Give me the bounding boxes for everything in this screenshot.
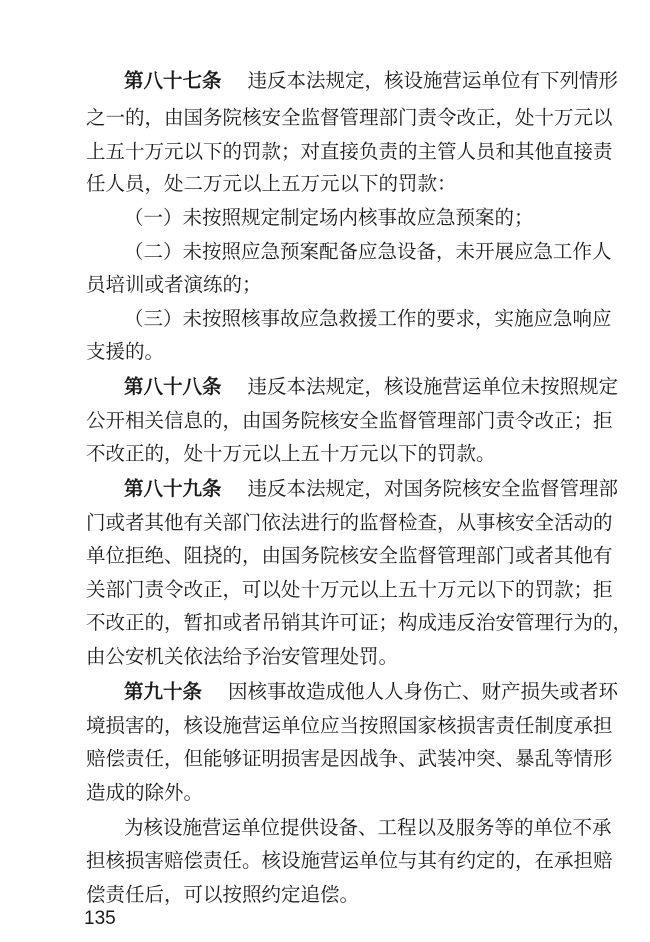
- article-89-line-3: 单位拒绝、阻挠的，由国务院核安全监督管理部门或者其他有: [86, 544, 613, 567]
- article-87-line-1: [124, 69, 618, 93]
- article-88-line-3: 不改正的，处十万元以上五十万元以下的罚款。: [86, 442, 496, 465]
- article-89-line-6: 由公安机关依法给予治安管理处罚。: [86, 645, 399, 668]
- article-87-text: 违反本法规定，核设施营运单位有下列情形: [247, 69, 619, 92]
- article-87-title: 第八十七条: [124, 69, 222, 92]
- article-89-text: 违反本法规定，对国务院核安全监督管理部: [247, 477, 619, 500]
- article-89-title: 第八十九条: [124, 477, 222, 500]
- page-number: 135: [84, 908, 116, 929]
- article-90-para-2-line-2: 担核损害赔偿责任。核设施营运单位与其有约定的，在承担赔: [86, 849, 613, 872]
- article-88-text: 违反本法规定，核设施营运单位未按照规定: [247, 375, 619, 398]
- article-87-item-1: （一）未按照规定制定场内核事故应急预案的；: [124, 206, 534, 229]
- article-87-line-4: 任人员，处二万元以上五万元以下的罚款：: [86, 172, 457, 195]
- article-88-line-1: [124, 375, 618, 399]
- article-88-title: 第八十八条: [124, 375, 222, 398]
- article-89-line-5: 不改正的，暂扣或者吊销其许可证；构成违反治安管理行为的，: [86, 611, 633, 634]
- article-87-item-2-line-2: 员培训或者演练的；: [86, 273, 262, 296]
- article-90-line-4: 造成的除外。: [86, 781, 204, 804]
- article-89-line-1: [124, 477, 618, 501]
- article-87-item-3-line-2: 支援的。: [86, 340, 165, 363]
- article-90-title: 第九十条: [124, 680, 203, 703]
- article-87-item-2-line-1: （二）未按照应急预案配备应急设备，未开展应急工作人: [124, 240, 612, 263]
- article-89-line-2: 门或者其他有关部门依法进行的监督检查，从事核安全活动的: [86, 511, 613, 534]
- article-90-line-2: 境损害的，核设施营运单位应当按照国家核损害责任制度承担: [86, 714, 613, 737]
- article-87-item-3-line-1: （三）未按照核事故应急救援工作的要求，实施应急响应: [124, 307, 612, 330]
- article-87-line-2: 之一的，由国务院核安全监督管理部门责令改正，处十万元以: [86, 106, 613, 129]
- article-90-para-2-line-1: 为核设施营运单位提供设备、工程以及服务等的单位不承: [124, 816, 612, 839]
- article-88-line-2: 公开相关信息的，由国务院核安全监督管理部门责令改正；拒: [86, 409, 613, 432]
- article-87-line-3: 上五十万元以下的罚款；对直接负责的主管人员和其他直接责: [86, 140, 613, 163]
- article-90-line-3: 赔偿责任，但能够证明损害是因战争、武装冲突、暴乱等情形: [86, 747, 613, 770]
- article-90-text: 因核事故造成他人人身伤亡、财产损失或者环: [228, 680, 619, 703]
- article-90-line-1: [124, 680, 618, 704]
- article-90-para-2-line-3: 偿责任后，可以按照约定追偿。: [86, 883, 360, 906]
- article-89-line-4: 关部门责令改正，可以处十万元以上五十万元以下的罚款；拒: [86, 578, 613, 601]
